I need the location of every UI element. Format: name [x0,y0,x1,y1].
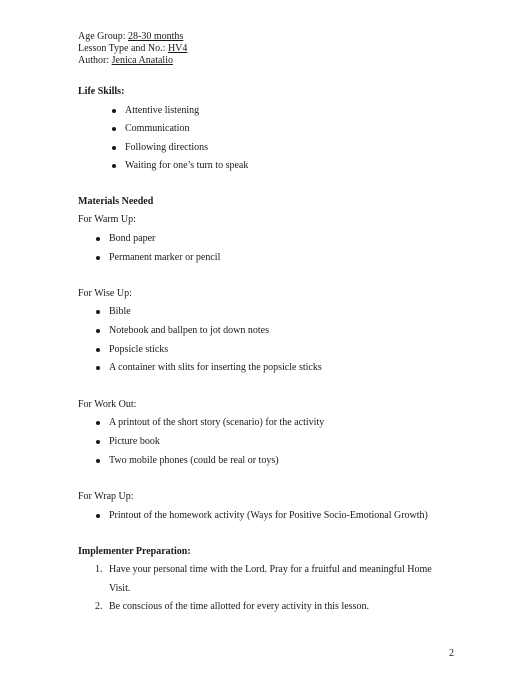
bullet-icon [96,348,100,352]
list-number: 2. [95,601,103,612]
lesson-line [78,43,187,55]
life-skill-item: Following directions [125,142,209,153]
wrap-up-item: Printout of the homework activity (Ways for Positive Socio-Emotional Growth) [109,510,428,521]
bullet-icon [112,127,116,131]
materials-heading: Materials Needed [78,196,154,207]
bullet-icon [112,146,116,150]
bullet-icon [96,514,100,518]
implementer-item-line: Visit. [109,583,131,594]
page-number: 2 [449,648,454,659]
life-skill-item: Waiting for one’s turn to speak [125,160,249,171]
age-group-value: 28-30 months [128,31,184,42]
bullet-icon [96,459,100,463]
author-value: Jenica Anatalio [111,55,173,66]
warm-up-item: Permanent marker or pencil [109,252,221,263]
age-group-line [78,31,183,43]
implementer-item-line: Be conscious of the time allotted for every activity in this lesson. [109,601,369,612]
work-out-item: Picture book [109,436,160,447]
age-group-label: Age Group: [78,31,128,42]
life-skill-item: Communication [125,123,190,134]
bullet-icon [112,164,116,168]
warm-up-item: Bond paper [109,233,156,244]
bullet-icon [96,329,100,333]
list-number: 1. [95,564,103,575]
warm-up-label: For Warm Up: [78,214,136,225]
author-line [78,55,173,67]
bullet-icon [96,366,100,370]
work-out-item: Two mobile phones (could be real or toys) [109,455,279,466]
wise-up-item: Notebook and ballpen to jot down notes [109,325,269,336]
life-skills-heading: Life Skills: [78,86,125,97]
wise-up-item: Bible [109,306,131,317]
bullet-icon [96,310,100,314]
bullet-icon [112,109,116,113]
lesson-value: HV4 [167,43,188,54]
wise-up-label: For Wise Up: [78,288,132,299]
implementer-item-line: Have your personal time with the Lord. Pray for a fruitful and meaningful Home [109,564,432,575]
wrap-up-label: For Wrap Up: [78,491,134,502]
bullet-icon [96,421,100,425]
wise-up-item: Popsicle sticks [109,344,169,355]
life-skill-item: Attentive listening [125,105,200,116]
bullet-icon [96,256,100,260]
work-out-label: For Work Out: [78,399,137,410]
bullet-icon [96,237,100,241]
work-out-item: A printout of the short story (scenario) for the activity [109,417,325,428]
author-label: Author: [78,55,112,66]
lesson-label: Lesson Type and No.: [78,43,168,54]
wise-up-item: A container with slits for inserting the popsicle sticks [109,362,322,373]
bullet-icon [96,440,100,444]
implementer-heading: Implementer Preparation: [78,546,191,557]
